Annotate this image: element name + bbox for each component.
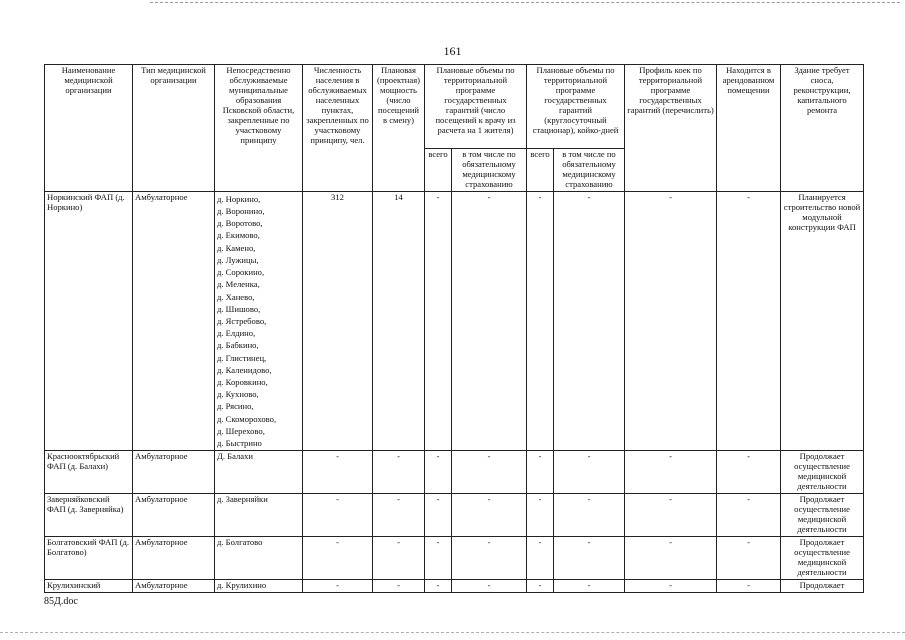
- table-row: [45, 191, 864, 450]
- cell-type: Амбулаторное: [133, 451, 215, 494]
- village: д. Каленидово,: [217, 364, 272, 375]
- header-inpatient-volume: Плановые объемы по территориальной программе государственных гарантий (круглосуточный стационар), койко-дней: [527, 65, 625, 149]
- subheader-op-total: всего: [425, 149, 452, 192]
- cell-type: Амбулаторное: [133, 191, 215, 450]
- cell-villages: [215, 191, 303, 450]
- village: д. Норкино,: [217, 193, 261, 204]
- cell-villages: д. Крулихино: [215, 579, 303, 592]
- cell-building: Продолжает осуществление медицинской деятельности: [781, 536, 864, 579]
- header-name: Наименование медицинской организации: [45, 65, 133, 192]
- page-number: 161: [443, 44, 462, 58]
- village: д. Ястребово,: [217, 315, 267, 326]
- cell-bed-profile: -: [625, 536, 717, 579]
- village: д. Быстрино: [217, 437, 262, 448]
- cell-villages: д. Болгатово: [215, 536, 303, 579]
- cell-op-total: -: [425, 579, 452, 592]
- village: д. Екимово,: [217, 230, 260, 241]
- header-rented: Находится в арендованном помещении: [717, 65, 781, 192]
- village: д. Ханево,: [217, 291, 255, 302]
- cell-rented: -: [717, 536, 781, 579]
- header-outpatient-volume: Плановые объемы по территориальной программе государственных гарантий (число посещений к врачу из расчета на 1 жителя): [425, 65, 527, 149]
- cell-name: Болгатовский ФАП (д. Болгатово): [45, 536, 133, 579]
- header-capacity: Плановая (проектная) мощность (число посещений в смену): [373, 65, 425, 192]
- cell-building: Планируется строительство новой модульной конструкции ФАП: [781, 191, 864, 450]
- village: д. Меленка,: [217, 279, 260, 290]
- cell-type: Амбулаторное: [133, 579, 215, 592]
- subheader-ip-oms: в том числе по обязательному медицинскому страхованию: [554, 149, 625, 192]
- village: д. Воротово,: [217, 218, 263, 229]
- cell-name: Краснооктябрьский ФАП (д. Балахи): [45, 451, 133, 494]
- cell-op-oms: -: [452, 191, 527, 450]
- village: д. Рясино,: [217, 401, 254, 412]
- cell-op-oms: -: [452, 494, 527, 537]
- table-row: [45, 494, 864, 537]
- cell-ip-total: -: [527, 451, 554, 494]
- header-served-areas: Непосредственно обслуживаемые муниципальные образования Псковской области, закрепленные по участковому принципу: [215, 65, 303, 192]
- header-row: [45, 65, 864, 149]
- village: д. Шишово,: [217, 303, 261, 314]
- cell-ip-total: -: [527, 536, 554, 579]
- cell-rented: -: [717, 191, 781, 450]
- scan-artifact-top: [150, 2, 900, 3]
- header-population: Численность населения в обслуживаемых населенных пунктах, закрепленных по участковому принципу, чел.: [303, 65, 373, 192]
- cell-op-total: -: [425, 191, 452, 450]
- cell-ip-oms: -: [554, 494, 625, 537]
- village: д. Сорокино,: [217, 267, 265, 278]
- medical-organizations-table: [44, 64, 864, 593]
- cell-op-total: -: [425, 536, 452, 579]
- village: д. Глистинец,: [217, 352, 267, 363]
- cell-capacity: 14: [373, 191, 425, 450]
- cell-building: Продолжает: [781, 579, 864, 592]
- cell-op-total: -: [425, 494, 452, 537]
- village: д. Лужицы,: [217, 254, 259, 265]
- scan-artifact-bottom: [0, 632, 905, 633]
- table-row: [45, 451, 864, 494]
- cell-building: Продолжает осуществление медицинской деятельности: [781, 494, 864, 537]
- cell-bed-profile: -: [625, 494, 717, 537]
- cell-villages: Д. Балахи: [215, 451, 303, 494]
- cell-population: -: [303, 451, 373, 494]
- cell-capacity: -: [373, 494, 425, 537]
- cell-ip-total: -: [527, 579, 554, 592]
- village: д. Елдино,: [217, 328, 256, 339]
- village: д. Скоморохово,: [217, 413, 277, 424]
- cell-op-total: -: [425, 451, 452, 494]
- cell-op-oms: -: [452, 451, 527, 494]
- cell-type: Амбулаторное: [133, 536, 215, 579]
- subheader-ip-total: всего: [527, 149, 554, 192]
- cell-population: -: [303, 579, 373, 592]
- cell-name: Заверняйковский ФАП (д. Заверняйка): [45, 494, 133, 537]
- cell-ip-oms: -: [554, 191, 625, 450]
- cell-population: -: [303, 536, 373, 579]
- village: д. Воронино,: [217, 206, 265, 217]
- header-type: Тип медицинской организации: [133, 65, 215, 192]
- cell-rented: -: [717, 494, 781, 537]
- table-row: [45, 536, 864, 579]
- village: д. Камено,: [217, 242, 256, 253]
- cell-rented: -: [717, 451, 781, 494]
- cell-op-oms: -: [452, 536, 527, 579]
- footer-file-name: 85Д.doc: [44, 596, 78, 607]
- cell-ip-total: -: [527, 191, 554, 450]
- cell-ip-oms: -: [554, 536, 625, 579]
- cell-ip-oms: -: [554, 451, 625, 494]
- header-building: Здание требует сноса, реконструкции, капитального ремонта: [781, 65, 864, 192]
- cell-bed-profile: -: [625, 579, 717, 592]
- village: д. Бабкино,: [217, 340, 259, 351]
- cell-name: Норкинский ФАП (д. Норкино): [45, 191, 133, 450]
- cell-op-oms: -: [452, 579, 527, 592]
- cell-rented: -: [717, 579, 781, 592]
- cell-capacity: -: [373, 451, 425, 494]
- cell-population: -: [303, 494, 373, 537]
- cell-ip-total: -: [527, 494, 554, 537]
- village: д. Коровкино,: [217, 376, 268, 387]
- cell-type: Амбулаторное: [133, 494, 215, 537]
- table-row: [45, 579, 864, 592]
- cell-capacity: -: [373, 536, 425, 579]
- cell-population: 312: [303, 191, 373, 450]
- header-bed-profile: Профиль коек по территориальной программе государственных гарантий (перечислить): [625, 65, 717, 192]
- cell-villages: д. Заверняйки: [215, 494, 303, 537]
- cell-bed-profile: -: [625, 191, 717, 450]
- subheader-op-oms: в том числе по обязательному медицинскому страхованию: [452, 149, 527, 192]
- cell-name: Крулихинский: [45, 579, 133, 592]
- cell-capacity: -: [373, 579, 425, 592]
- village: д. Кухново,: [217, 389, 259, 400]
- cell-ip-oms: -: [554, 579, 625, 592]
- cell-building: Продолжает осуществление медицинской деятельности: [781, 451, 864, 494]
- village-list: [217, 193, 300, 449]
- cell-bed-profile: -: [625, 451, 717, 494]
- village: д. Шерехово,: [217, 425, 265, 436]
